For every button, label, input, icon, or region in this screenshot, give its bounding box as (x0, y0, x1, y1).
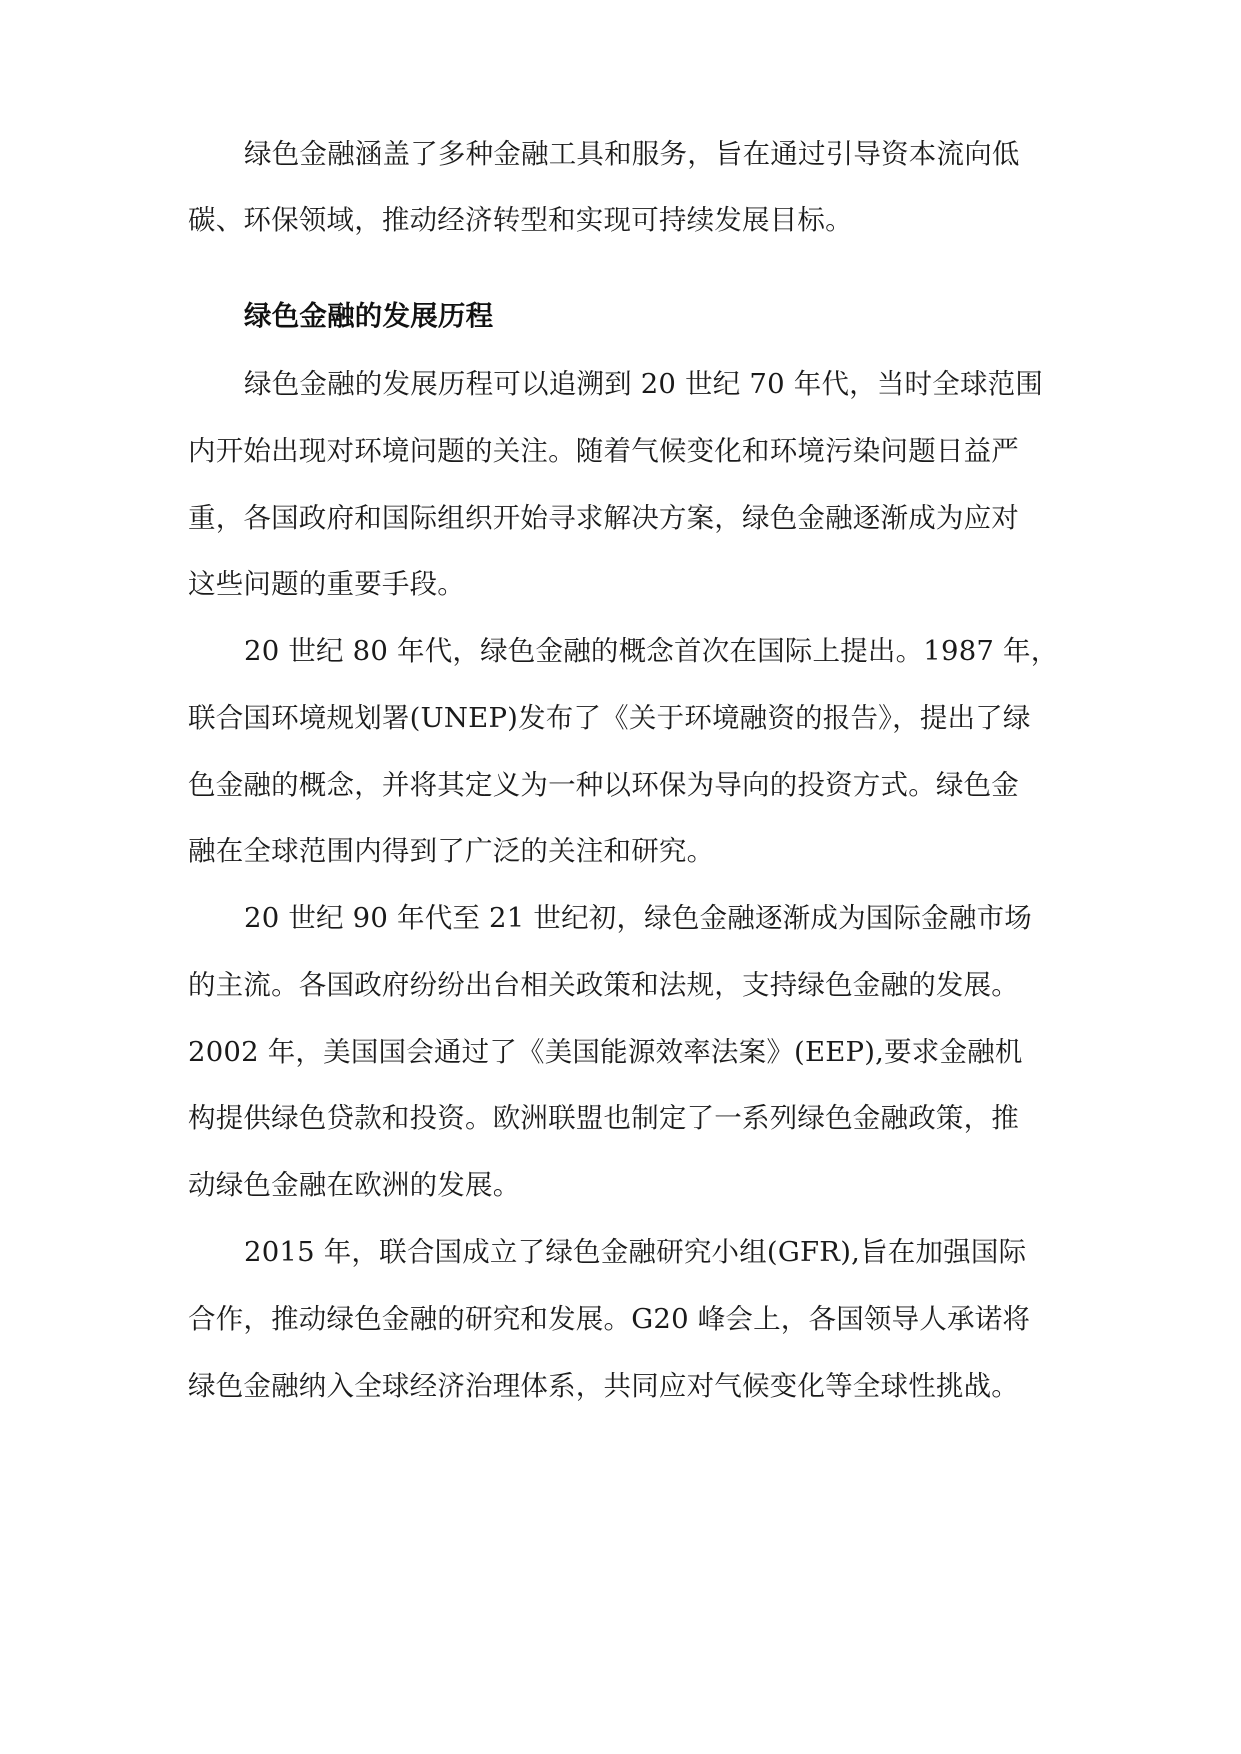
paragraph-4-line-2: 的主流。各国政府纷纷出台相关政策和法规，支持绿色金融的发展。 (188, 969, 1019, 1001)
paragraph-4-line-5: 动绿色金融在欧洲的发展。 (188, 1169, 521, 1201)
paragraph-1-line-1: 绿色金融涵盖了多种金融工具和服务，旨在通过引导资本流向低 (244, 138, 1020, 170)
paragraph-2-line-2: 内开始出现对环境问题的关注。随着气候变化和环境污染问题日益严 (188, 435, 1019, 467)
paragraph-3-line-1: 20 世纪 80 年代，绿色金融的概念首次在国际上提出。1987 年， (244, 635, 1059, 667)
section-heading: 绿色金融的发展历程 (244, 300, 494, 332)
paragraph-2-line-4: 这些问题的重要手段。 (188, 568, 465, 600)
paragraph-2-line-1: 绿色金融的发展历程可以追溯到 20 世纪 70 年代，当时全球范围 (244, 368, 1044, 400)
paragraph-4-line-4: 构提供绿色贷款和投资。欧洲联盟也制定了一系列绿色金融政策，推 (188, 1102, 1019, 1134)
paragraph-1-line-2: 碳、环保领域，推动经济转型和实现可持续发展目标。 (188, 204, 853, 236)
paragraph-4-line-1: 20 世纪 90 年代至 21 世纪初，绿色金融逐渐成为国际金融市场 (244, 902, 1032, 934)
paragraph-3-line-4: 融在全球范围内得到了广泛的关注和研究。 (188, 835, 715, 867)
paragraph-3-line-3: 色金融的概念，并将其定义为一种以环保为导向的投资方式。绿色金 (188, 769, 1019, 801)
paragraph-3-line-2: 联合国环境规划署(UNEP)发布了《关于环境融资的报告》，提出了绿 (188, 702, 1031, 734)
paragraph-5-line-2: 合作，推动绿色金融的研究和发展。G20 峰会上，各国领导人承诺将 (188, 1303, 1031, 1335)
paragraph-5-line-1: 2015 年，联合国成立了绿色金融研究小组(GFR),旨在加强国际 (244, 1236, 1027, 1268)
paragraph-4-line-3: 2002 年，美国国会通过了《美国能源效率法案》(EEP),要求金融机 (188, 1036, 1023, 1068)
paragraph-2-line-3: 重，各国政府和国际组织开始寻求解决方案，绿色金融逐渐成为应对 (188, 502, 1019, 534)
paragraph-5-line-3: 绿色金融纳入全球经济治理体系，共同应对气候变化等全球性挑战。 (188, 1370, 1019, 1402)
